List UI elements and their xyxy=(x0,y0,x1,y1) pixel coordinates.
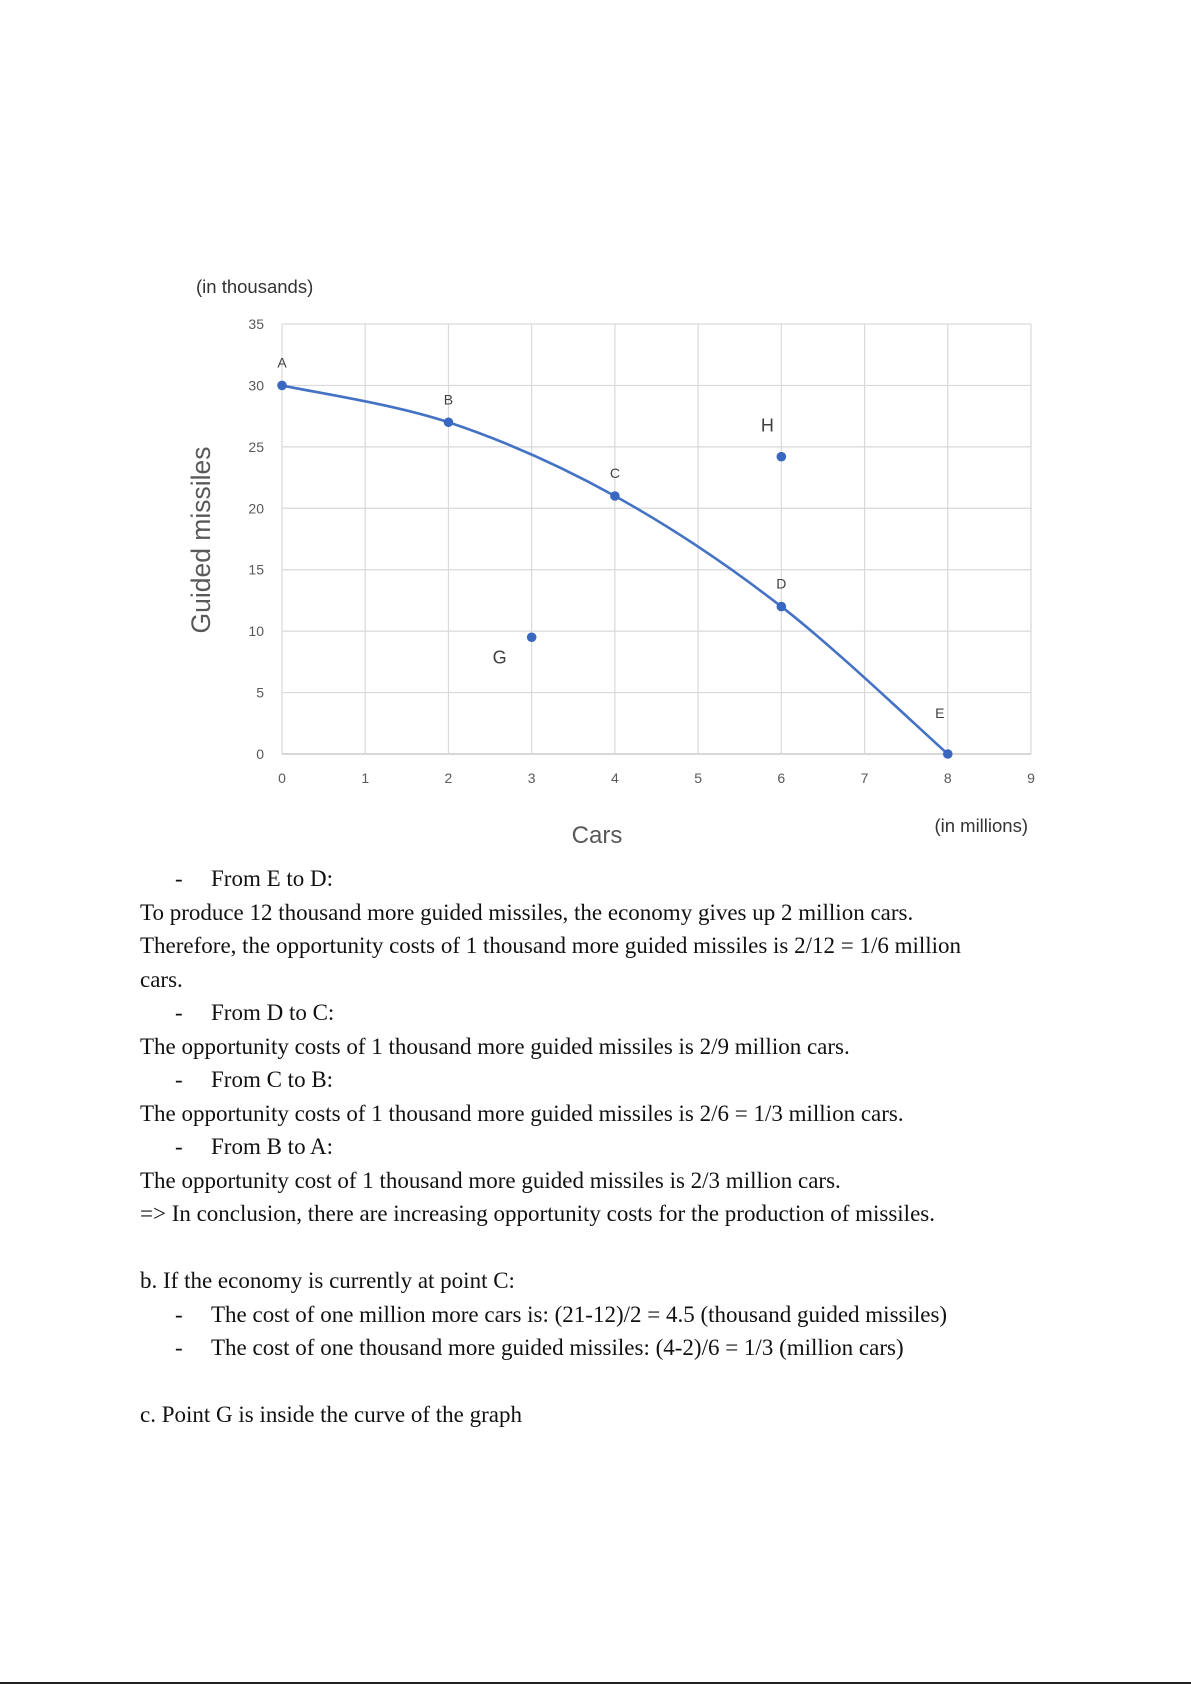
x-unit-label: (in millions) xyxy=(934,815,1028,836)
x-tick-label: 5 xyxy=(694,770,703,786)
paragraph: cars. xyxy=(140,966,183,992)
y-tick-label: 15 xyxy=(248,561,264,578)
axis-tick-labels xyxy=(248,316,1035,786)
bullet-dash: - xyxy=(175,1000,183,1025)
point-b-marker xyxy=(444,417,454,427)
x-tick-label: 9 xyxy=(1027,770,1035,786)
y-unit-label: (in thousands) xyxy=(196,276,314,297)
bullet-dash: - xyxy=(175,1301,183,1327)
y-tick-label: 5 xyxy=(256,684,264,701)
paragraph: To produce 12 thousand more guided missiles, the economy gives up 2 million cars. xyxy=(140,899,914,925)
y-axis-title: Guided missiles xyxy=(186,446,216,634)
paragraph: The opportunity costs of 1 thousand more guided missiles is 2/9 million cars. xyxy=(140,1033,850,1059)
paragraph: The opportunity cost of 1 thousand more guided missiles is 2/3 million cars. xyxy=(140,1167,841,1193)
x-tick-label: 0 xyxy=(278,770,286,786)
y-tick-label: 30 xyxy=(248,377,264,394)
bullet-label: From C to B: xyxy=(211,1067,334,1092)
point-c-label: C xyxy=(609,465,620,481)
point-h-marker xyxy=(777,452,787,462)
grid-layer xyxy=(282,324,1031,754)
point-c-marker xyxy=(610,491,620,501)
x-tick-label: 2 xyxy=(444,770,453,786)
point-e-marker xyxy=(943,749,953,759)
paragraph: The opportunity costs of 1 thousand more guided missiles is 2/6 = 1/3 million cars. xyxy=(140,1100,904,1126)
point-g-label: G xyxy=(492,647,507,668)
bullet-text: The cost of one million more cars is: (21-12)/2 = 4.5 (thousand guided missiles) xyxy=(211,1301,948,1327)
page-bottom-rule xyxy=(0,1682,1191,1684)
bullet-d-to-c xyxy=(140,996,1060,1030)
point-b-label: B xyxy=(443,391,454,408)
answer-text xyxy=(140,862,1060,1432)
point-e-label: E xyxy=(935,705,945,721)
bullet-label: From B to A: xyxy=(211,1134,334,1159)
bullet-dash: - xyxy=(175,1134,183,1159)
part-b-heading: b. If the economy is currently at point C: xyxy=(140,1268,515,1293)
x-tick-label: 6 xyxy=(777,770,786,786)
x-tick-label: 8 xyxy=(943,770,952,786)
bullet-cost-missiles xyxy=(140,1331,1060,1365)
x-tick-label: 7 xyxy=(860,770,869,786)
bullet-dash: - xyxy=(175,866,183,891)
x-tick-label: 1 xyxy=(361,770,370,786)
point-a-marker xyxy=(277,381,287,391)
bullet-dash: - xyxy=(175,1335,183,1360)
y-tick-label: 35 xyxy=(248,316,264,332)
paragraph: Therefore, the opportunity costs of 1 thousand more guided missiles is 2/12 = 1/6 million xyxy=(140,933,962,958)
point-g-marker xyxy=(527,632,537,642)
bullet-c-to-b xyxy=(140,1063,1060,1097)
point-d-label: D xyxy=(776,575,787,592)
bullet-text: The cost of one thousand more guided missiles: (4-2)/6 = 1/3 (million cars) xyxy=(211,1335,904,1360)
bullet-label: From D to C: xyxy=(211,1000,335,1025)
x-axis-title: Cars xyxy=(571,822,623,849)
y-tick-label: 0 xyxy=(256,746,264,762)
point-d-marker xyxy=(777,602,787,612)
y-tick-label: 10 xyxy=(248,623,264,640)
x-tick-label: 4 xyxy=(610,770,619,786)
point-h-label: H xyxy=(760,415,774,436)
bullet-dash: - xyxy=(175,1067,183,1092)
part-c-heading: c. Point G is inside the curve of the graph xyxy=(140,1402,522,1427)
bullet-label: From E to D: xyxy=(211,866,334,891)
point-a-label: A xyxy=(277,354,287,371)
y-tick-label: 25 xyxy=(248,438,264,455)
x-tick-label: 3 xyxy=(527,770,536,786)
bullet-e-to-d xyxy=(140,862,1060,896)
bullet-cost-cars xyxy=(140,1298,1060,1332)
y-tick-label: 20 xyxy=(248,500,264,517)
conclusion: => In conclusion, there are increasing opportunity costs for the production of missiles. xyxy=(140,1201,935,1226)
bullet-b-to-a xyxy=(140,1130,1060,1164)
